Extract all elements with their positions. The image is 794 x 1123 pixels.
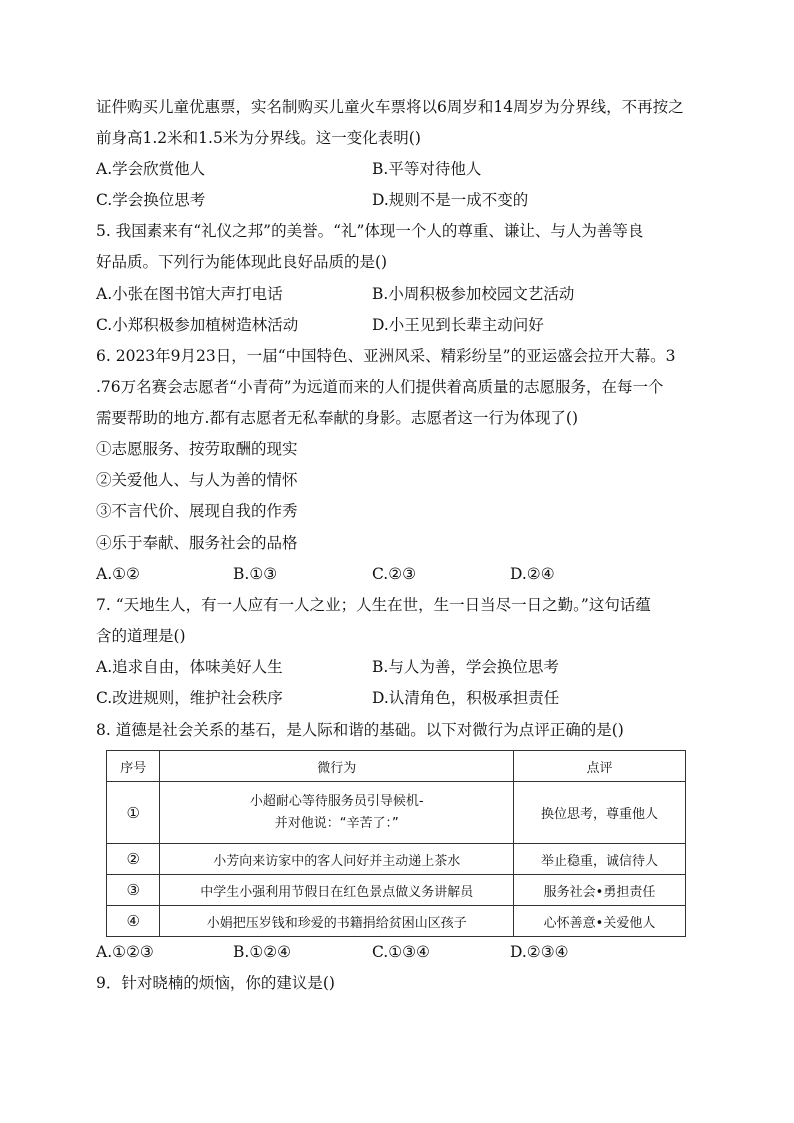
row-behavior: 小娟把压岁钱和珍爱的书籍捐给贫困山区孩子 (160, 906, 514, 937)
q6-option-a[interactable]: A.①② (96, 565, 140, 583)
row-no: ③ (107, 875, 160, 906)
q5-option-c[interactable]: C.小郑积极参加植树造林活动 (96, 316, 299, 334)
q8-evaluation-table (106, 750, 686, 937)
q6-stem-line-2: .76万名赛会志愿者“小青荷”为远道而来的人们提供着高质量的志愿服务，在每一个 (96, 378, 664, 396)
q6-option-d[interactable]: D.②④ (510, 565, 555, 583)
q4-option-c[interactable]: C.学会换位思考 (96, 191, 206, 209)
q6-item-4: ④乐于奉献、服务社会的品格 (96, 534, 298, 552)
row-behavior-line-1: 小超耐心等待服务员引导候机- (249, 793, 424, 809)
q5-stem-line-1: 5. 我国素来有“礼仪之邦”的美誉。“礼”体现一个人的尊重、谦让、与人为善等良 (96, 222, 644, 240)
row-behavior (160, 782, 514, 844)
table-row (107, 844, 686, 875)
q4-option-d[interactable]: D.规则不是一成不变的 (372, 191, 529, 209)
q6-option-c[interactable]: C.②③ (372, 565, 417, 583)
row-behavior: 小芳向来访家中的客人问好并主动递上茶水 (160, 844, 514, 875)
q9-stem: 9．针对晓楠的烦恼，你的建议是() (96, 974, 335, 992)
q5-stem-line-2: 好品质。下列行为能体现此良好品质的是() (96, 253, 388, 271)
row-behavior-line-2: 并对他说：“辛苦了：” (274, 815, 399, 831)
q6-item-2: ②关爱他人、与人为善的情怀 (96, 471, 298, 489)
q4-stem-line-2: 前身高1.2米和1.5米为分界线。这一变化表明() (96, 129, 421, 147)
row-no: ② (107, 844, 160, 875)
q6-option-b[interactable]: B.①③ (233, 565, 278, 583)
q6-item-3: ③不言代价、展现自我的作秀 (96, 502, 298, 520)
header-comment: 点评 (514, 751, 686, 782)
q6-stem-line-1: 6. 2023年9月23日，一届“中国特色、亚洲风采、精彩纷呈”的亚运盛会拉开大幕。3 (96, 347, 676, 365)
q7-option-b[interactable]: B.与人为善，学会换位思考 (372, 658, 559, 676)
header-no: 序号 (107, 751, 160, 782)
row-comment: 举止稳重，诚信待人 (514, 844, 686, 875)
row-comment: 换位思考，尊重他人 (514, 782, 686, 844)
q4-option-b[interactable]: B.平等对待他人 (372, 160, 482, 178)
table-row (107, 906, 686, 937)
q4-stem-line-1: 证件购买儿童优惠票，实名制购买儿童火车票将以6周岁和14周岁为分界线，不再按之 (96, 98, 684, 116)
q7-option-a[interactable]: A.追求自由，体味美好人生 (96, 658, 283, 676)
q5-option-a[interactable]: A.小张在图书馆大声打电话 (96, 285, 283, 303)
table-row (107, 782, 686, 844)
q5-option-d[interactable]: D.小王见到长辈主动问好 (372, 316, 544, 334)
header-behavior: 微行为 (160, 751, 514, 782)
table-row (107, 875, 686, 906)
q8-option-d[interactable]: D.②③④ (510, 943, 569, 961)
row-no: ④ (107, 906, 160, 937)
q6-item-1: ①志愿服务、按劳取酬的现实 (96, 440, 298, 458)
row-comment: 心怀善意•关爱他人 (514, 906, 686, 937)
q8-stem: 8. 道德是社会关系的基石，是人际和谐的基础。以下对微行为点评正确的是() (96, 721, 624, 739)
q8-option-b[interactable]: B.①②④ (233, 943, 292, 961)
q8-option-c[interactable]: C.①③④ (372, 943, 430, 961)
q4-option-a[interactable]: A.学会欣赏他人 (96, 160, 206, 178)
row-comment: 服务社会•勇担责任 (514, 875, 686, 906)
q6-stem-line-3: 需要帮助的地方.都有志愿者无私奉献的身影。志愿者这一行为体现了() (96, 409, 579, 427)
q7-stem-line-2: 含的道理是() (96, 627, 186, 645)
q8-option-a[interactable]: A.①②③ (96, 943, 154, 961)
q7-option-d[interactable]: D.认清角色，积极承担责任 (372, 689, 560, 707)
q7-option-c[interactable]: C.改进规则，维护社会秩序 (96, 689, 283, 707)
table-header-row (107, 751, 686, 782)
row-no: ① (107, 782, 160, 844)
row-behavior: 中学生小强利用节假日在红色景点做义务讲解员 (160, 875, 514, 906)
q5-option-b[interactable]: B.小周积极参加校园文艺活动 (372, 285, 575, 303)
q7-stem-line-1: 7. “天地生人，有一人应有一人之业；人生在世，生一日当尽一日之勤。”这句话蕴 (96, 596, 651, 614)
